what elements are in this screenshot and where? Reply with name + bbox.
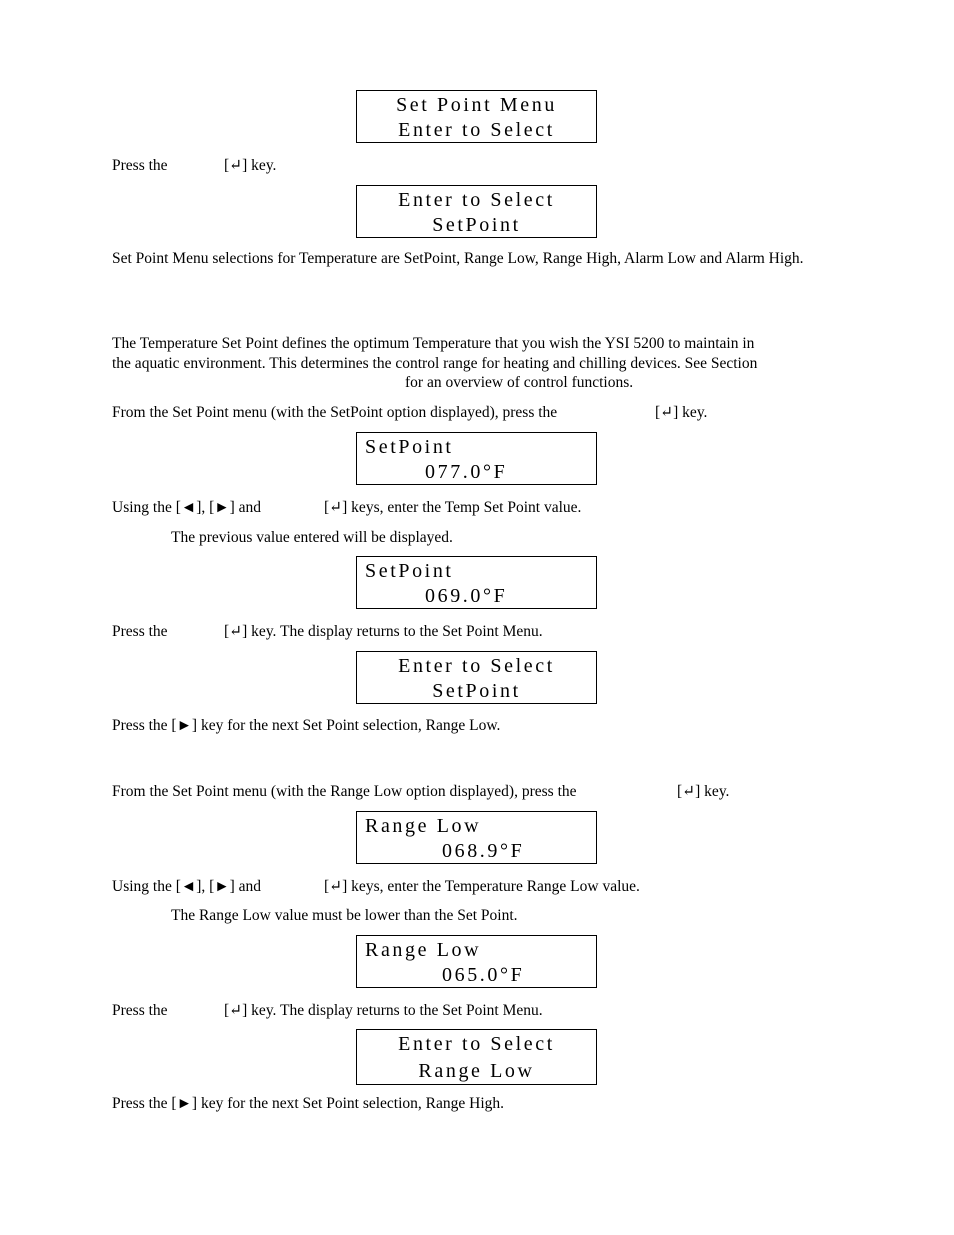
lcd-line-2: 068.9°F [442,840,525,862]
enter-key-label: [↵] key. [224,157,277,174]
lcd-line-2: 069.0°F [425,585,508,607]
instruction-range-low-press-enter [112,782,842,802]
lcd-line-1: Enter to Select [398,1033,555,1055]
lcd-line-1: SetPoint [365,436,454,458]
instruction-press-enter-return-2 [112,1001,842,1021]
paragraph-line: The Temperature Set Point defines the optimum Temperature that you wish the YSI 5200 to maintain in [112,335,755,352]
enter-key-label: [↵] key. The display returns to the Set Point Menu. [224,1002,543,1019]
enter-key-label: [↵] key. The display returns to the Set Point Menu. [224,623,543,640]
lcd-line-1: Range Low [365,815,482,837]
lcd-line-2: Enter to Select [398,119,555,141]
lcd-line-1: Range Low [365,939,482,961]
setpoint-definition-paragraph [112,334,842,393]
instruction-next-range-low: Press the [►] key for the next Set Point selection, Range Low. [112,717,501,734]
lcd-screen-enter-to-select-setpoint [356,185,597,238]
lcd-screen-setpoint-077 [356,432,597,485]
instruction-text: Press the [112,1002,168,1019]
instruction-press-enter-return [112,622,842,642]
lcd-screen-enter-to-select-setpoint-2 [356,651,597,704]
enter-key-label: [↵] key. [677,783,730,800]
instruction-enter-range-low-value [112,877,842,897]
note-previous-value: The previous value entered will be displayed. [171,529,453,546]
instruction-enter-setpoint-value [112,498,842,518]
instruction-text: From the Set Point menu (with the SetPoint option displayed), press the [112,404,558,421]
enter-key-label: [↵] key. [655,404,708,421]
lcd-line-1: SetPoint [365,560,454,582]
instruction-text: Using the [◄], [►] and [112,878,262,895]
lcd-screen-range-low-068 [356,811,597,864]
lcd-line-2: 077.0°F [425,461,508,483]
instruction-text: Press the [112,623,168,640]
lcd-line-2: SetPoint [432,680,521,702]
lcd-screen-range-low-065 [356,935,597,988]
instruction-next-range-high: Press the [►] key for the next Set Point selection, Range High. [112,1095,505,1112]
paragraph-line: the aquatic environment. This determines the control range for heating and chilling devices. See Section [112,354,758,372]
menu-selections-paragraph: Set Point Menu selections for Temperature are SetPoint, Range Low, Range High, Alarm Low and Alarm High. [112,250,804,267]
lcd-screen-enter-to-select-range-low [356,1029,597,1085]
paragraph-line: for an overview of control functions. [405,374,634,392]
lcd-screen-set-point-menu [356,90,597,143]
note-range-low-lower: The Range Low value must be lower than the Set Point. [171,907,518,924]
lcd-line-1: Enter to Select [398,189,555,211]
lcd-line-1: Enter to Select [398,655,555,677]
instruction-press-enter [112,156,842,176]
lcd-line-1: Set Point Menu [396,94,557,116]
lcd-screen-setpoint-069 [356,556,597,609]
enter-key-label: [↵] keys, enter the Temp Set Point value. [324,499,582,516]
lcd-line-2: 065.0°F [442,964,525,986]
enter-key-label: [↵] keys, enter the Temperature Range Low value. [324,878,640,895]
lcd-line-2: Range Low [418,1060,535,1082]
instruction-setpoint-press-enter [112,403,842,423]
lcd-line-2: SetPoint [432,214,521,236]
instruction-text: Using the [◄], [►] and [112,499,262,516]
instruction-text: Press the [112,157,168,174]
instruction-text: From the Set Point menu (with the Range Low option displayed), press the [112,783,577,800]
